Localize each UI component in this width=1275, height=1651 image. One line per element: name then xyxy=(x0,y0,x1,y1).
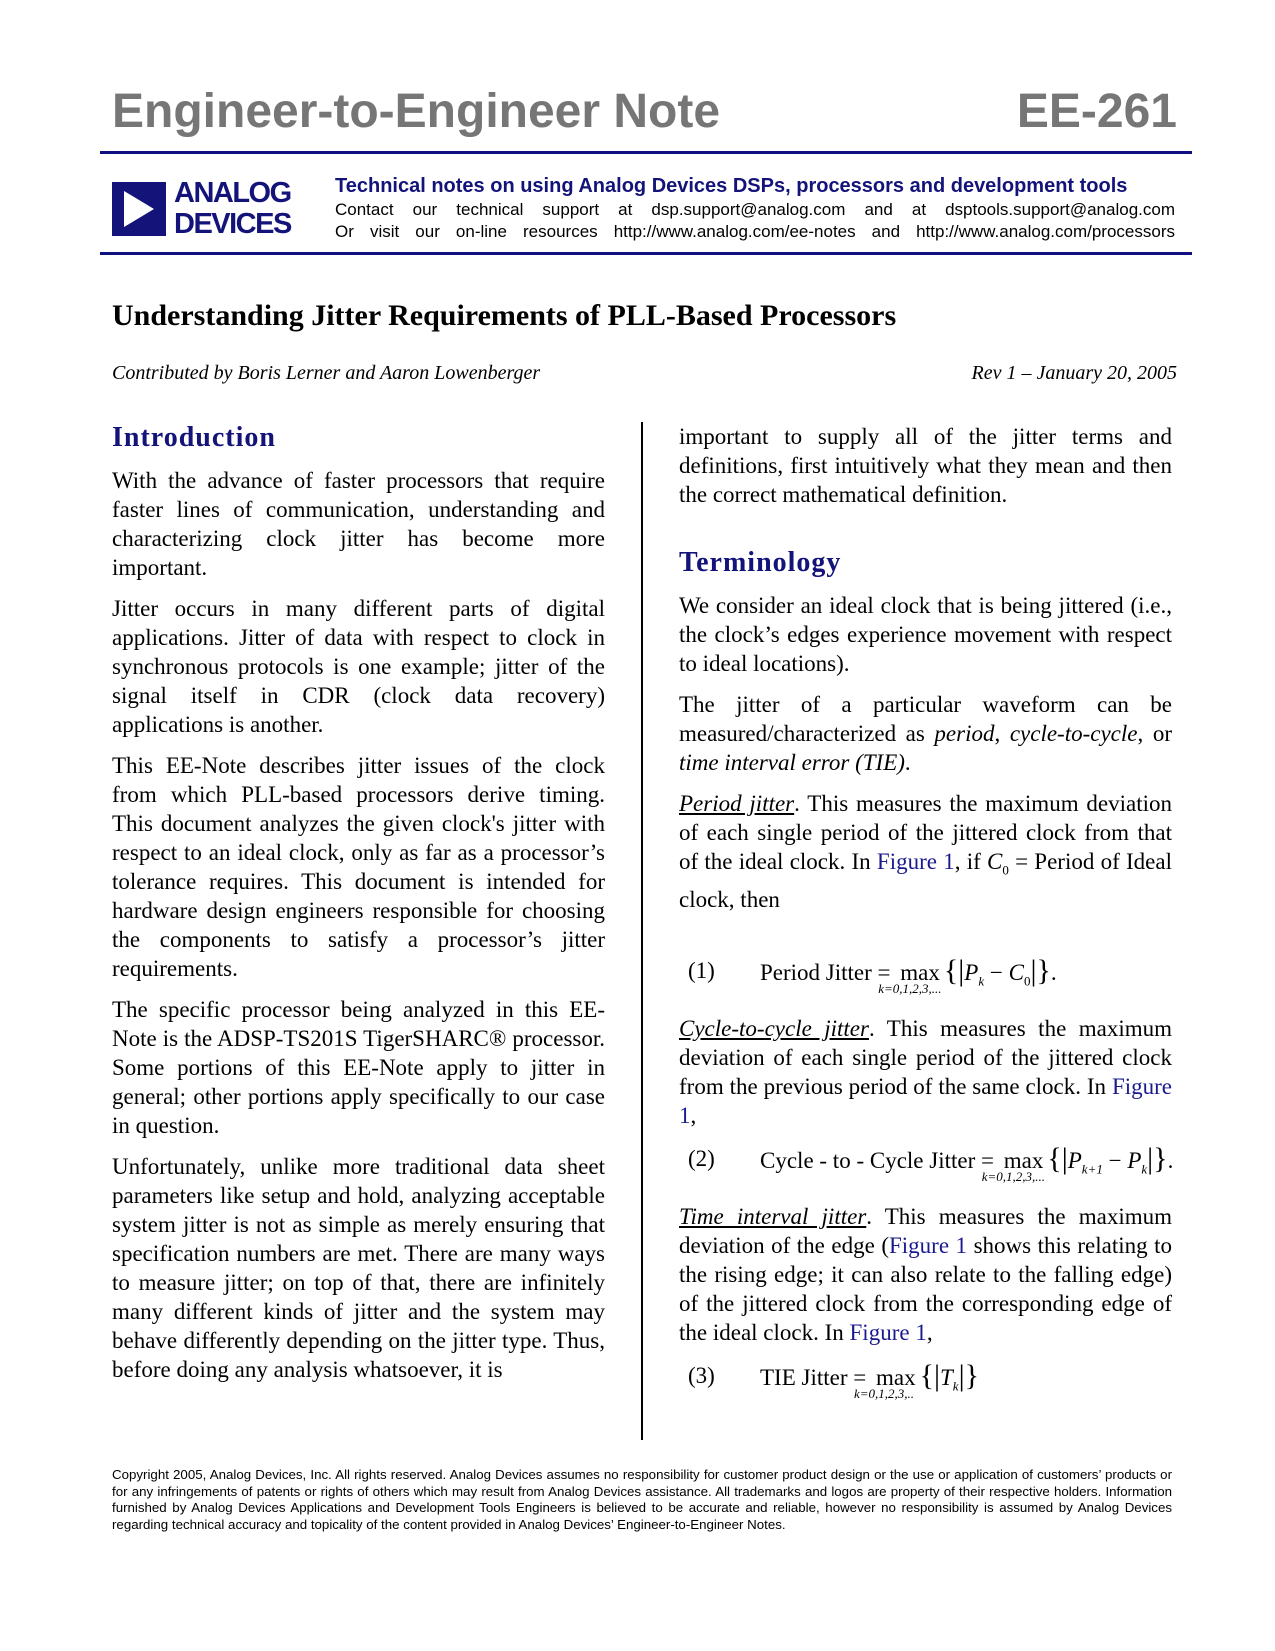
equation-3-number: (3) xyxy=(688,1362,715,1388)
logo-triangle-icon xyxy=(112,182,166,236)
header-rule-top xyxy=(100,151,1192,154)
equation-2: (2) Cycle - to - Cycle Jitter = max k=0,1,2,3,... $\{|P_{k+1} - P_k|\}$. xyxy=(688,1141,1174,1184)
period-jitter-definition: Period jitter. This measures the maximum deviation of each single period of the jittered clock from that of the ideal clock. In Figure 1, if $C_0$ = Period of Ideal clock, then xyxy=(679,791,1172,912)
logo-wordmark: ANALOG DEVICES xyxy=(174,177,291,240)
tech-support-contact: Contact our technical support at dsp.support@analog.com and at dsptools.support@analog.com xyxy=(335,200,1175,219)
copyright-footer: Copyright 2005, Analog Devices, Inc. All rights reserved. Analog Devices assumes no responsibility for customer product design or the use or application of customers’ products or for any infringements of patents or rights of others which may result from Analog Devices assistance. All trademarks and logos are property of their respective holders. Information furnished by Analog Devices Applications and Development Tools Engineers is believed to be accurate and reliable, however no responsibility is assumed by Analog Devices regarding technical accuracy and topicality of the content provided in Analog Devices’ Engineer-to-Engineer Notes. xyxy=(112,1467,1172,1532)
period-jitter-term: Period jitter xyxy=(679,791,795,816)
equation-2-number: (2) xyxy=(688,1145,715,1171)
header-rule-bottom xyxy=(100,252,1192,255)
heading-terminology: Terminology xyxy=(679,547,842,578)
tech-notes-tagline: Technical notes on using Analog Devices DSPs, processors and development tools xyxy=(335,175,1128,197)
equation-3: (3) TIE Jitter = max k=0,1,2,3,.. $\{|T_k|\}$ xyxy=(688,1358,979,1401)
column-divider xyxy=(641,422,643,1440)
terminology-paragraph-2: The jitter of a particular waveform can be measured/characterized as period, cycle-to-cycle, or time interval error (TIE). xyxy=(679,692,1172,775)
intro-paragraph-2: Jitter occurs in many different parts of digital applications. Jitter of data with respect to clock in synchronous protocols is one example; jitter of the signal itself in CDR (clock data recovery) applications is another. xyxy=(112,596,605,737)
note-title: Engineer-to-Engineer Note xyxy=(112,85,721,138)
terminology-paragraph-1: We consider an ideal clock that is being jittered (i.e., the clock’s edges experience movement with respect to ideal locations). xyxy=(679,593,1172,676)
revision: Rev 1 – January 20, 2005 xyxy=(971,362,1177,384)
cycle-to-cycle-definition: Cycle-to-cycle jitter. This measures the maximum deviation of each single period of the jittered clock from the previous period of the same clock. In Figure 1, xyxy=(679,1015,1173,1128)
tech-notes-block xyxy=(335,174,1175,243)
intro-paragraph-5-continued: important to supply all of the jitter terms and definitions, first intuitively what they mean and then the correct mathematical definition. xyxy=(679,424,1172,507)
note-number: EE-261 xyxy=(1016,85,1177,138)
equation-1-number: (1) xyxy=(688,957,715,983)
figure-1-link[interactable]: Figure 1 xyxy=(849,1319,927,1345)
left-column xyxy=(112,420,605,1396)
document-title: Understanding Jitter Requirements of PLL-Based Processors xyxy=(112,299,897,332)
figure-1-link[interactable]: Figure 1 xyxy=(888,1232,968,1258)
cycle-to-cycle-term: Cycle-to-cycle jitter xyxy=(679,1015,869,1041)
right-column xyxy=(679,422,1172,1419)
intro-paragraph-4: The specific processor being analyzed in this EE-Note is the ADSP-TS201S TigerSHARC® processor. Some portions of this EE-Note apply to jitter in general; other portions apply specifically to our case in question. xyxy=(112,997,605,1138)
intro-paragraph-1: With the advance of faster processors that require faster lines of communication, understanding and characterizing clock jitter has become more important. xyxy=(112,468,605,580)
time-interval-definition: Time interval jitter. This measures the maximum deviation of the edge (Figure 1 shows this relating to the rising edge; it can also relate to the falling edge) of the jittered clock from the corresponding edge of the ideal clock. In Figure 1, xyxy=(679,1203,1172,1345)
heading-introduction: Introduction xyxy=(112,422,276,453)
time-interval-term: Time interval jitter xyxy=(679,1203,867,1229)
intro-paragraph-3: This EE-Note describes jitter issues of the clock from which PLL-based processors derive timing. This document analyzes the given clock's jitter with respect to an ideal clock, only as far as a processor’s tolerance requires. This document is intended for hardware design engineers responsible for choosing the components to satisfy a processor’s jitter requirements. xyxy=(112,753,605,981)
intro-paragraph-5: Unfortunately, unlike more traditional data sheet parameters like setup and hold, analyzing acceptable system jitter is not as simple as merely ensuring that specification numbers are met. There are many ways to measure jitter; on top of that, there are infinitely many different kinds of jitter and the system may behave differently depending on the jitter type. Thus, before doing any analysis whatsoever, it is xyxy=(112,1154,605,1382)
figure-1-link[interactable]: Figure 1 xyxy=(679,1073,1172,1128)
equation-1: (1) Period Jitter = max k=0,1,2,3,... $\{|P_k - C_0|\}$. xyxy=(688,953,1057,996)
online-resources: Or visit our on-line resources http://www.analog.com/ee-notes and http://www.analog.com/processors xyxy=(335,222,1175,241)
analog-devices-logo xyxy=(112,177,302,240)
contributors: Contributed by Boris Lerner and Aaron Lowenberger xyxy=(112,362,541,384)
figure-1-link[interactable]: Figure 1 xyxy=(876,849,955,874)
